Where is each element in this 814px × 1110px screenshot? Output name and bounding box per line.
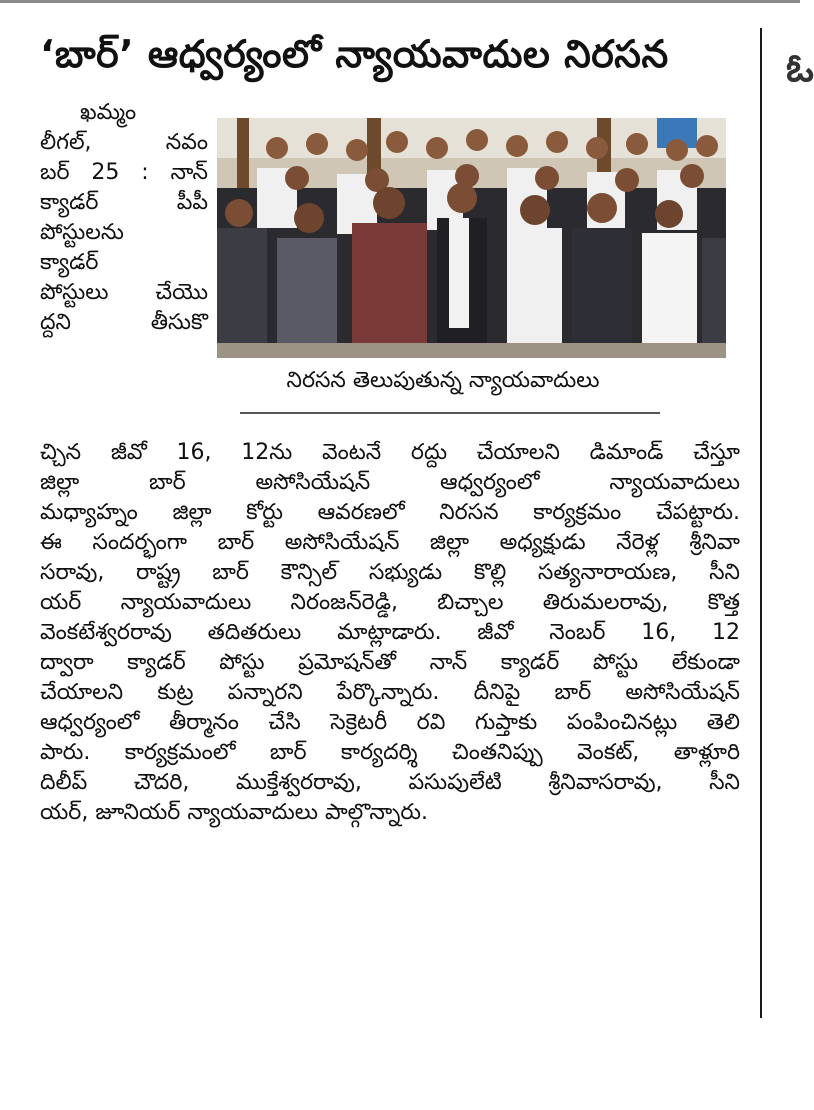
top-border-rule [0,0,800,3]
body-line: యర్ న్యాయవాదులు నిరంజన్‌రెడ్డి, బిచ్చాల తిరుమలరావు, కొత్త [40,590,740,615]
clipped-glyph: ఓ [786,46,814,90]
body-line: చేయాలని కుట్ర పన్నారని పేర్కొన్నారు. దీనిపై బార్ అసోసియేషన్ [40,680,740,705]
intro-line: ద్దని తీసుకొ [40,310,208,335]
news-photo [217,118,726,358]
caption-underline [240,412,660,414]
body-line: ఆధ్వర్యంలో తీర్మానం చేసి సెక్రెటరీ రవి గుప్తాకు పంపించినట్లు తెలి [40,710,740,735]
intro-line: పోస్టులు చేయొ [40,280,208,305]
article-body [40,438,740,828]
body-line: చ్చిన జీవో 16, 12ను వెంటనే రద్దు చేయాలని డిమాండ్ చేస్తూ [40,440,740,465]
body-line: పారు. కార్యక్రమంలో బార్ కార్యదర్శి చింతనిప్పు వెంకట్, తాళ్లూరి [40,740,740,765]
article-intro [40,98,208,338]
intro-line: పోస్టులను [40,220,124,245]
body-line: ఈ సందర్భంగా బార్ అసోసియేషన్ జిల్లా అధ్యక్షుడు నేరెళ్ల శ్రీనివా [40,530,740,555]
column-divider [760,28,762,1018]
intro-line: లీగల్, నవం [40,130,208,155]
photo-caption: నిరసన తెలుపుతున్న న్యాయవాదులు [286,368,600,393]
body-line: జిల్లా బార్ అసోసియేషన్ ఆధ్వర్యంలో న్యాయవాదులు [40,470,740,495]
body-line: మధ్యాహ్నం జిల్లా కోర్టు ఆవరణలో నిరసన కార్యక్రమం చేపట్టారు. [40,500,740,525]
intro-line: క్యాడర్ [40,250,99,275]
body-line: సరావు, రాష్ట్ర బార్ కౌన్సిల్ సభ్యుడు కొల్లి సత్యనారాయణ, సీని [40,560,740,585]
body-line: ద్వారా క్యాడర్ పోస్టు ప్రమోషన్‌తో నాన్ క్యాడర్ పోస్టు లేకుండా [40,650,740,675]
body-line: వెంకటేశ్వరరావు తదితరులు మాట్లాడారు. జీవో నెంబర్ 16, 12 [40,620,740,645]
body-line: దిలీప్ చౌదరి, ముక్తేశ్వరరావు, పసుపులేటి శ్రీనివాసరావు, సీని [40,770,740,795]
intro-line: ఖమ్మం [80,100,137,125]
intro-line: క్యాడర్ పీపీ [40,190,208,215]
adjacent-column-fragment [782,40,814,1000]
lawyers-group-photo [217,118,726,358]
intro-line: బర్ 25 : నాన్ [40,160,208,185]
body-line: యర్, జూనియర్ న్యాయవాదులు పాల్గొన్నారు. [40,800,428,825]
article-headline: ‘బార్’ ఆధ్వర్యంలో న్యాయవాదుల నిరసన [40,32,669,76]
